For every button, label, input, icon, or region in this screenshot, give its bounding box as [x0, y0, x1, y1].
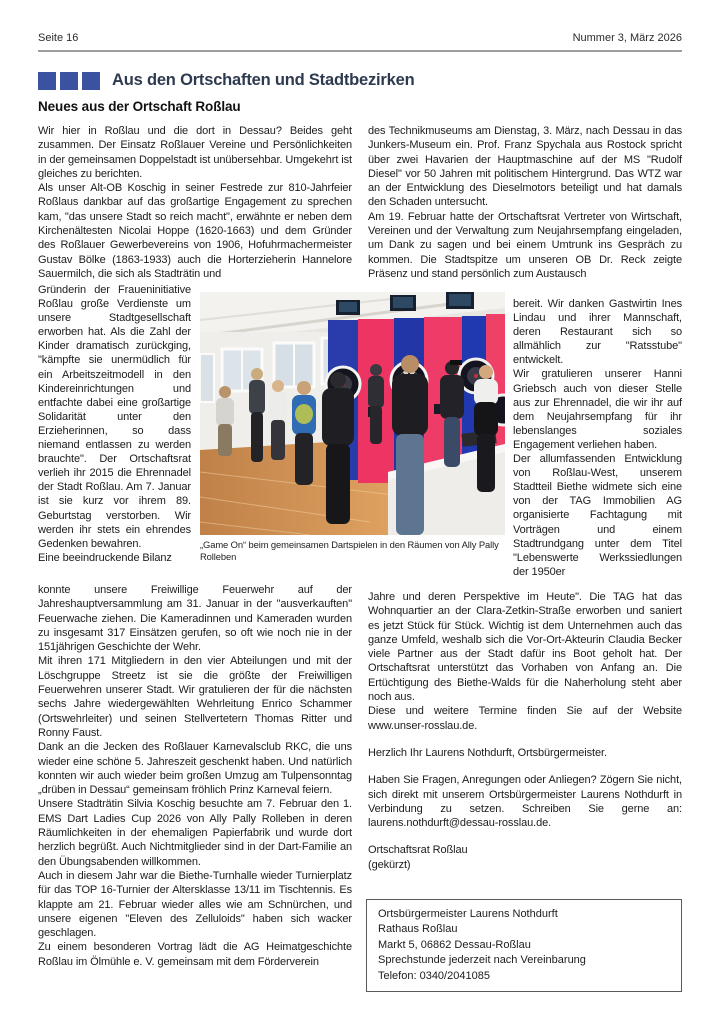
- person: [474, 365, 498, 492]
- paragraph: Eine beeindruckende Bilanz: [38, 551, 172, 564]
- paragraph: bereit. Wir danken Gastwirtin Ines Lindau und ihrer Mannschaft, deren Restaurant sich so allmählich zur "Ratsstube" entwickelt.: [513, 298, 682, 367]
- article-photo: [200, 292, 505, 562]
- paragraph: Dank an die Jecken des Roßlauer Karnevalsclub RKC, die uns wieder eine schöne 5. Jahreszeit geschenkt haben. Und natürlich konnten wir auch wieder beim großen Umzug am Tulpensonntag „drüben in Dessau“ gemeinsam fröhlich Prinz Karneval feiern.: [38, 741, 352, 797]
- paragraph: Markt 5, 06862 Dessau-Roßlau: [378, 938, 531, 951]
- person: [322, 372, 354, 524]
- person: [292, 381, 316, 485]
- article-text-right-narrow: [513, 297, 682, 579]
- paragraph: Gründerin der Fraueninitiative Roßlau große Verdienste um unsere Stadtgesellschaft erworben hat. Als die Zahl der Kinder dramatisch zurückging, "kämpfte sie unermüdlich für ein Arbeitszeitmodell in den Kindereinrichtungen und entfachte dabei eine großartige Solidarität unter den Erzieherinnen, so dass niemand entlassen zu werden brauchte". Der Ortschaftsrat verlieh ihr 2015 die Ehrennadel der Stadt Roßlau. Am 7. Januar ist sie kurz vor ihrem 89. Geburtstag verstorben. Wir werden ihr stets ein ehrendes Gedenken bewahren.: [38, 284, 191, 550]
- paragraph: Wir hier in Roßlau und die dort in Dessau? Beides geht zusammen. Der Einsatz Roßlauer Vereine und Persönlichkeiten in der gemeinsamen Doppelstadt ist unübersehbar. Umgekehrt ist gleiches zu berichten.: [38, 125, 352, 180]
- paragraph: Herzlich Ihr Laurens Nothdurft, Ortsbürgermeister.: [368, 746, 607, 759]
- photo-caption: „Game On“ beim gemeinsamen Dartspielen in den Räumen von Ally Pally Rolleben: [200, 539, 499, 562]
- contact-box: [366, 899, 682, 992]
- paragraph: Rathaus Roßlau: [378, 923, 458, 936]
- paragraph: (gekürzt): [368, 858, 411, 871]
- photo-illustration: [200, 292, 505, 535]
- paragraph: konnte unsere Freiwillige Feuerwehr auf der Jahreshauptversammlung am 31. Januar in der "ausverkauften" Feuerwache ziehen. Die Kameradinnen und Kameraden wurden zu insgesamt 317 Einsätzen gerufen, so oft wie noch nie in der 151jährigen Geschichte der Wehr.: [38, 584, 352, 654]
- blue-square-icon: [82, 72, 100, 90]
- paragraph: Am 19. Februar hatte der Ortschaftsrat Vertreter von Wirtschaft, Vereinen und der Verwaltung zum Neujahrsempfang eingeladen, um Dank zu sagen und bei einem Umtrunk ins Gespräch zu kommen. Die Stadtspitze um unseren OB Dr. Reck zeigte Präsenz und stand persönlich zum Austausch: [368, 210, 682, 280]
- section-header: [38, 71, 414, 90]
- paragraph: Telefon: 0340/2041085: [378, 969, 490, 982]
- article-text-right-bottom: [368, 590, 682, 872]
- article-title: Neues aus der Ortschaft Roßlau: [38, 99, 241, 114]
- page-number-label: Seite 16: [38, 32, 79, 44]
- article-text-left-top: [38, 124, 352, 281]
- paragraph: Der allumfassenden Entwicklung von Roßlau-West, unserem Stadtteil Biethe widmete sich eine von der TAG Immobilien AG organisierte Fachtagung mit Vorträgen und einem Stadtrundgang unter dem Titel "Lebenswerte Werkssiedlungen der 1950er: [513, 453, 682, 578]
- paragraph: [368, 830, 682, 843]
- paragraph: Jahre und deren Perspektive im Heute". Die TAG hat das Wohnquartier an der Clara-Zetkin-Straße erworben und saniert es jetzt Stück für Stück. Wichtig ist dem Unternehmen auch das ganze Umfeld, weshalb sich die Vor-Ort-Akteurin Claudia Becker viele Partner aus der Stadt dafür ins Boot geholt hat. Der Ortschaftsrat unterstützt das Vorhaben von Anfang an. Die Ertüchtigung des Biethe-Walds für die Naherholung steht aber noch aus.: [368, 591, 682, 704]
- paragraph: Als unser Alt-OB Koschig in seiner Festrede zur 810-Jahrfeier Roßlaus dankbar auf das großartige Engagement zu sprechen kam, "das unsere Stadt so reich macht", erwähnte er neben dem Kirchenältesten Nicolai Hoppe (1620-1663) und dem Gründer des Roßlauer Gewerbevereins von 1906, Hofuhrmachermeister Gustav Bölke (1863-1933) auch die Horterzieherin Hannelore Sauermilch, die sich als Stadträtin und: [38, 182, 352, 280]
- paragraph: Auch in diesem Jahr war die Biethe-Turnhalle wieder Turnierplatz für das TOP 16-Turnier der Altersklasse 13/11 im Tischtennis. Es klappte am 21. Februar wieder alles wie am Schnürchen, und unsere eigenen "Eleven des Zelluloids" haben sich wacker geschlagen.: [38, 869, 352, 940]
- paragraph: Ortsbürgermeister Laurens Nothdurft: [378, 908, 558, 920]
- paragraph: Wir gratulieren unserer Hanni Griebsch auch von dieser Stelle aus zur Ehrennadel, die wir ihr auf dem Neujahrsempfang für ihr lebenslanges soziales Engagement verliehen haben.: [513, 368, 682, 451]
- person: [392, 355, 428, 535]
- article-text-left-bottom: [38, 583, 352, 969]
- blue-square-icon: [60, 72, 78, 90]
- paragraph: Unsere Stadträtin Silvia Koschig besuchte am 7. Februar den 1. EMS Dart Ladies Cup 2026 von Ally Pally Rolleben in deren Räumlichkeiten in der ehemaligen Papierfabrik und wurde dort herzlich begrüßt. Auch Nichtmitglieder sind in der Dart-Familie an den Übungsabenden willkommen.: [38, 798, 352, 868]
- paragraph: Haben Sie Fragen, Anregungen oder Anliegen? Zögern Sie nicht, sich direkt mit unserem Ortsbürgermeister Laurens Nothdurft in Verbindung zu setzen. Schreiben Sie gerne an: laurens.nothdurft@dessau-rosslau.de.: [368, 774, 682, 830]
- blue-square-icon: [38, 72, 56, 90]
- paragraph: [368, 733, 682, 746]
- paragraph: [368, 760, 682, 773]
- person: [249, 368, 265, 462]
- section-title: Aus den Ortschaften und Stadtbezirken: [112, 71, 415, 89]
- paragraph: Zu einem besonderen Vortrag lädt die AG Heimatgeschichte Roßlau im Ölmühle e. V. gemeinsam mit dem Förderverein: [38, 941, 352, 968]
- paragraph: Mit ihren 171 Mitgliedern in den vier Abteilungen und mit der Löschgruppe Streetz ist sie die größte der Freiwilligen Feuerwehren unserer Stadt. Wir gratulieren der für die nächsten sechs Jahre wiedergewählten Wehrleitung Enrico Schammer (Ortswehrleiter) und seinen Stellvertetern Thomas Ritter und Ronny Faust.: [38, 655, 352, 739]
- issue-label: Nummer 3, März 2026: [572, 32, 682, 44]
- paragraph: Sprechstunde jederzeit nach Vereinbarung: [378, 954, 586, 967]
- article-text-left-narrow: [38, 283, 191, 565]
- paragraph: Diese und weitere Termine finden Sie auf der Website www.unser-rosslau.de.: [368, 705, 682, 732]
- paragraph: Ortschaftsrat Roßlau: [368, 844, 468, 857]
- article-text-right-top: [368, 124, 682, 281]
- paragraph: des Technikmuseums am Dienstag, 3. März, nach Dessau in das Junkers-Museum ein. Prof. Franz Spychala aus Rostock spricht über zwei Havarien der Hauptmaschine auf der MS "Rudolf Diesel" vor 50 Jahren mit politischem Hintergrund. Das WTZ war an der Entwicklung des Dieselmotors beteiligt und hat damals den Schaden untersucht.: [368, 125, 682, 209]
- header-rule: [38, 50, 682, 52]
